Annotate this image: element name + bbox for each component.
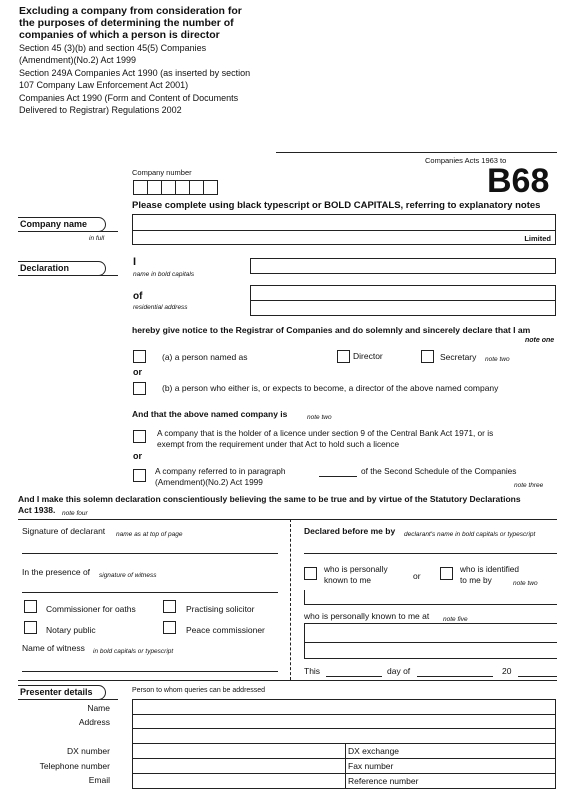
this-label: This: [304, 666, 321, 676]
practising-solicitor-label: Practising solicitor: [186, 604, 255, 614]
personally-known-line-1: who is personally: [324, 564, 388, 574]
digit-box[interactable]: [133, 180, 148, 195]
note-three: note three: [514, 482, 544, 489]
day-of-label: day of: [387, 666, 411, 676]
presenter-tab: Presenter details: [18, 685, 106, 700]
notary-label: Notary public: [46, 625, 96, 635]
licence-holder-line-2: exempt from the requirement under that Act to hold such a licence: [157, 439, 400, 449]
fax-number-field[interactable]: Fax number: [348, 761, 394, 771]
digit-box[interactable]: [189, 180, 204, 195]
dx-number-field[interactable]: [133, 744, 344, 758]
signature-label: Signature of declarant: [22, 526, 106, 536]
presence-label: In the presence of: [22, 567, 91, 577]
header-rule: [276, 152, 557, 153]
year-field[interactable]: [518, 676, 557, 677]
presenter-address-field[interactable]: [133, 715, 555, 743]
personally-known-checkbox[interactable]: [304, 567, 317, 580]
legal-reference-6: Delivered to Registrar) Regulations 2002: [19, 105, 182, 115]
witness-signature-field[interactable]: [22, 592, 278, 593]
option-a-checkbox[interactable]: [133, 350, 146, 363]
signature-note: name as at top of page: [116, 531, 183, 538]
declared-before-field[interactable]: [304, 553, 557, 554]
digit-box[interactable]: [147, 180, 162, 195]
presenter-details-grid: [132, 699, 556, 789]
declared-before-note: declarant's name in bold capitals or typescript: [404, 531, 536, 538]
option-b-checkbox[interactable]: [133, 382, 146, 395]
digit-box[interactable]: [203, 180, 218, 195]
section-rule: [18, 275, 118, 276]
of-note: residential address: [133, 304, 188, 311]
peace-commissioner-label: Peace commissioner: [186, 625, 265, 635]
form-title-line-3: companies of which a person is director: [19, 29, 220, 41]
personally-known-line-2: known to me: [324, 575, 372, 585]
witness-name-label: Name of witness: [22, 643, 85, 653]
presence-note: signature of witness: [99, 572, 157, 579]
signature-field[interactable]: [22, 553, 278, 554]
paragraph-mid: of the Second Schedule of the Companies: [361, 466, 517, 476]
declarant-name-field[interactable]: [250, 258, 556, 274]
month-field[interactable]: [417, 676, 493, 677]
secretary-label: Secretary: [440, 352, 477, 362]
email-label: Email: [88, 775, 110, 785]
declared-before-label: Declared before me by: [304, 526, 396, 536]
or-label-3: or: [413, 571, 421, 581]
email-field[interactable]: [133, 774, 344, 788]
of-label: of: [133, 291, 143, 302]
commissioner-label: Commissioner for oaths: [46, 604, 136, 614]
queries-label: Person to whom queries can be addressed: [132, 687, 266, 694]
section-rule: [18, 699, 118, 700]
presenter-name-label: Name: [87, 703, 110, 713]
company-name-tab: Company name: [18, 217, 106, 232]
signing-bottom-rule: [18, 680, 557, 681]
known-at-label: who is personally known to me at: [304, 611, 430, 621]
i-note: name in bold capitals: [133, 271, 195, 278]
signing-divider: [290, 519, 291, 680]
signing-top-rule: [18, 519, 557, 520]
year-label: 20: [502, 666, 512, 676]
form-title-line-2: the purposes of determining the number of: [19, 17, 234, 29]
in-full-note: in full: [89, 235, 105, 242]
presenter-name-field[interactable]: [133, 700, 555, 714]
option-b-label: (b) a person who either is, or expects to become, a director of the above named company: [162, 383, 499, 393]
or-label-2: or: [133, 451, 142, 461]
form-code: B68: [487, 162, 550, 200]
legal-reference-3: Section 249A Companies Act 1990 (as inserted by section: [19, 68, 251, 78]
known-at-field[interactable]: [304, 623, 557, 659]
director-checkbox[interactable]: [337, 350, 350, 363]
telephone-field[interactable]: [133, 759, 344, 773]
telephone-label: Telephone number: [39, 761, 110, 771]
company-name-field[interactable]: [132, 214, 556, 245]
identified-checkbox[interactable]: [440, 567, 453, 580]
practising-solicitor-checkbox[interactable]: [163, 600, 176, 613]
identified-line-1: who is identified: [460, 564, 520, 574]
licence-holder-checkbox[interactable]: [133, 430, 146, 443]
paragraph-number-field[interactable]: [319, 476, 357, 477]
companies-acts-label: Companies Acts 1963 to: [425, 156, 507, 165]
residential-address-field[interactable]: [250, 285, 556, 316]
instructions: Please complete using black typescript or BOLD CAPITALS, referring to explanatory notes: [132, 200, 541, 211]
reference-number-field[interactable]: Reference number: [348, 776, 419, 786]
dx-exchange-field[interactable]: DX exchange: [348, 746, 400, 756]
i-label: I: [133, 256, 137, 268]
note-two: note two: [485, 356, 510, 363]
option-a-label: (a) a person named as: [162, 352, 248, 362]
hereby-text: hereby give notice to the Registrar of Companies and do solemnly and sincerely declare that I am: [132, 325, 531, 335]
peace-commissioner-checkbox[interactable]: [163, 621, 176, 634]
witness-name-field[interactable]: [22, 671, 278, 672]
solemn-declaration-line-2: Act 1938.: [18, 505, 56, 515]
declaration-tab: Declaration: [18, 261, 106, 276]
paragraph-line-1: A company referred to in paragraph: [155, 466, 286, 476]
presenter-address-label: Address: [78, 717, 110, 727]
legal-reference-4: 107 Company Law Enforcement Act 2001): [19, 80, 189, 90]
section-rule: [18, 231, 118, 232]
legal-reference-5: Companies Act 1990 (Form and Content of Documents: [19, 93, 239, 103]
commissioner-checkbox[interactable]: [24, 600, 37, 613]
or-label: or: [133, 367, 142, 377]
notary-checkbox[interactable]: [24, 621, 37, 634]
secretary-checkbox[interactable]: [421, 350, 434, 363]
paragraph-company-checkbox[interactable]: [133, 469, 146, 482]
digit-box[interactable]: [175, 180, 190, 195]
company-number-boxes[interactable]: [133, 180, 218, 195]
note-two-b: note two: [307, 414, 332, 421]
digit-box[interactable]: [161, 180, 176, 195]
legal-reference-2: (Amendment)(No.2) Act 1999: [19, 55, 137, 65]
note-one: note one: [525, 337, 555, 344]
limited-label: Limited: [524, 234, 551, 243]
note-two-c: note two: [513, 580, 538, 587]
paragraph-line-2: (Amendment)(No.2) Act 1999: [155, 477, 263, 487]
note-five: note five: [443, 616, 468, 623]
solemn-declaration-line-1: And I make this solemn declaration conscientiously believing the same to be true and by virtue of the Statutory Declarations: [18, 494, 521, 504]
witness-name-note: in bold capitals or typescript: [93, 648, 174, 655]
director-label: Director: [353, 351, 383, 361]
dx-number-label: DX number: [67, 746, 110, 756]
day-field[interactable]: [326, 676, 382, 677]
note-four: note four: [62, 510, 88, 517]
and-that-text: And that the above named company is: [132, 409, 288, 419]
identified-by-field[interactable]: [304, 604, 557, 605]
identified-line-2: to me by: [460, 575, 492, 585]
company-number-label: Company number: [132, 168, 192, 177]
legal-reference-1: Section 45 (3)(b) and section 45(5) Companies: [19, 43, 207, 53]
form-title-line-1: Excluding a company from consideration for: [19, 5, 242, 17]
licence-holder-line-1: A company that is the holder of a licence under section 9 of the Central Bank Act 1971, or is: [157, 428, 494, 438]
